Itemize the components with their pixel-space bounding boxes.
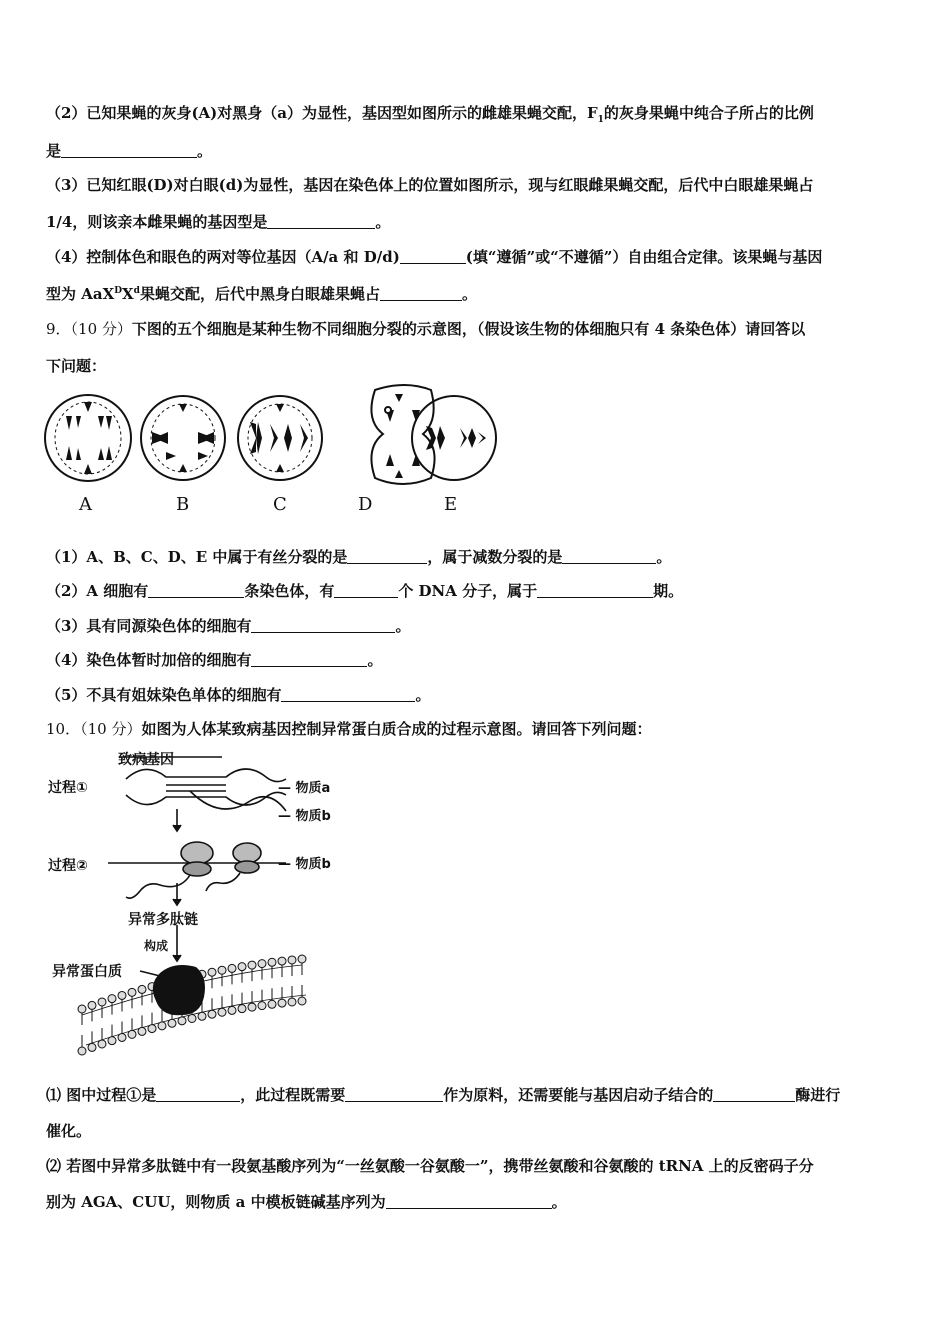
phospholipid-head <box>238 1005 246 1013</box>
abnormal-protein-blob <box>153 965 205 1015</box>
phospholipid-head <box>178 1017 186 1025</box>
phospholipid-head <box>78 1005 86 1013</box>
phospholipid-head <box>258 960 266 968</box>
phospholipid-head <box>98 998 106 1006</box>
q8-part2-line1: （2）已知果蝇的灰身(A)对黑身（a）为显性，基因型如图所示的雌雄果蝇交配，$F_1$的灰身果蝇中纯合子所占的比例 <box>46 104 814 125</box>
label-peptide: 异常多肽链 <box>128 912 198 928</box>
answer-blank[interactable] <box>386 1194 552 1209</box>
phospholipid-head <box>188 1015 196 1023</box>
phospholipid-head <box>168 1019 176 1027</box>
q10-sub2-line1: ⑵ 若图中异常多肽链中有一段氨基酸序列为“一丝氨酸一谷氨酸一”，携带丝氨酸和谷氨酸的 tRNA 上的反密码子分 <box>46 1157 814 1175</box>
answer-blank[interactable] <box>562 549 656 564</box>
q10-sub2-line2: 别为 AGA、CUU，则物质 a 中模板链碱基序列为 。 <box>46 1193 567 1211</box>
phospholipid-head <box>108 995 116 1003</box>
cell-e-diagram <box>412 396 496 480</box>
q9-sub5: （5）不具有姐妹染色单体的细胞有 。 <box>46 686 431 704</box>
phospholipid-head <box>128 988 136 996</box>
phospholipid-head <box>108 1037 116 1045</box>
label-process1: 过程① <box>48 780 88 796</box>
label-gene: 致病基因 <box>118 752 174 768</box>
label-compose: 构成 <box>144 939 169 953</box>
label-substance-b2: — 物质b <box>278 857 331 872</box>
q9-sub2: （2）A 细胞有 条染色体，有 个 DNA 分子，属于 期。 <box>46 582 684 600</box>
phospholipid-head <box>88 1043 96 1051</box>
phospholipid-head <box>148 1025 156 1033</box>
phospholipid-head <box>228 964 236 972</box>
phospholipid-head <box>288 956 296 964</box>
answer-blank[interactable] <box>148 583 244 598</box>
phospholipid-head <box>278 957 286 965</box>
label-process2: 过程② <box>48 858 88 874</box>
phospholipid-head <box>78 1047 86 1055</box>
phospholipid-head <box>118 991 126 999</box>
answer-blank[interactable] <box>347 549 427 564</box>
q8-part3-line1: （3）已知红眼(D)对白眼(d)为显性，基因在染色体上的位置如图所示，现与红眼雌果蝇交配，后代中白眼雄果蝇占 <box>46 176 814 194</box>
answer-blank[interactable] <box>61 143 197 158</box>
phospholipid-head <box>88 1001 96 1009</box>
q9-sub3: （3）具有同源染色体的细胞有 。 <box>46 617 411 635</box>
gene-expression-figure <box>40 745 360 1065</box>
phospholipid-head <box>198 1012 206 1020</box>
q8-part4-line2: 型为 $AaX^DX^d$果蝇交配，后代中黑身白眼雄果蝇占 。 <box>46 285 477 303</box>
answer-blank[interactable] <box>334 583 398 598</box>
answer-blank[interactable] <box>537 583 653 598</box>
answer-blank[interactable] <box>713 1087 795 1102</box>
answer-blank[interactable] <box>251 618 395 633</box>
answer-blank[interactable] <box>345 1087 443 1102</box>
phospholipid-head <box>138 1027 146 1035</box>
q9-stem-line1: 9．（10 分）下图的五个细胞是某种生物不同细胞分裂的示意图，（假设该生物的体细胞只有 4 条染色体）请回答以 <box>46 320 806 338</box>
answer-blank[interactable] <box>400 249 466 264</box>
cell-b-diagram <box>141 396 225 480</box>
phospholipid-head <box>218 966 226 974</box>
cell-label-b: B <box>176 494 190 515</box>
phospholipid-head <box>238 963 246 971</box>
phospholipid-head <box>98 1040 106 1048</box>
phospholipid-head <box>298 997 306 1005</box>
phospholipid-head <box>258 1002 266 1010</box>
phospholipid-head <box>248 1003 256 1011</box>
label-substance-a: — 物质a <box>278 781 331 796</box>
q10-sub1-line2: 催化。 <box>46 1122 92 1140</box>
phospholipid-head <box>268 1000 276 1008</box>
phospholipid-head <box>298 955 306 963</box>
cell-c-diagram <box>238 396 322 480</box>
phospholipid-head <box>248 961 256 969</box>
cell-label-e: E <box>444 494 458 515</box>
q8-part4-line1: （4）控制体色和眼色的两对等位基因（A/a 和 D/d) (填“遵循”或“不遵循”）自由组合定律。该果蝇与基因 <box>46 248 823 266</box>
phospholipid-head <box>138 985 146 993</box>
phospholipid-head <box>208 968 216 976</box>
label-protein: 异常蛋白质 <box>52 964 122 980</box>
cell-label-c: C <box>273 494 287 515</box>
answer-blank[interactable] <box>267 214 375 229</box>
cell-label-d: D <box>358 494 373 515</box>
q10-sub1-line1: ⑴ 图中过程①是 ，此过程既需要 作为原料，还需要能与基因启动子结合的 酶进行 <box>46 1086 841 1104</box>
phospholipid-head <box>118 1033 126 1041</box>
phospholipid-head <box>268 958 276 966</box>
phospholipid-head <box>158 1022 166 1030</box>
q9-sub1: （1）A、B、C、D、E 中属于有丝分裂的是 ，属于减数分裂的是 。 <box>46 548 672 566</box>
q9-stem-line2: 下问题： <box>46 357 107 375</box>
cell-division-figure <box>40 382 510 488</box>
answer-blank[interactable] <box>281 687 415 702</box>
cell-label-a: A <box>79 494 92 515</box>
q8-part3-line2: 1/4，则该亲本雌果蝇的基因型是 。 <box>46 213 391 231</box>
answer-blank[interactable] <box>156 1087 240 1102</box>
q9-sub4: （4）染色体暂时加倍的细胞有 。 <box>46 651 383 669</box>
phospholipid-head <box>288 998 296 1006</box>
phospholipid-head <box>208 1010 216 1018</box>
phospholipid-head <box>218 1008 226 1016</box>
phospholipid-head <box>128 1030 136 1038</box>
cell-a-diagram <box>45 395 131 481</box>
answer-blank[interactable] <box>251 652 367 667</box>
phospholipid-head <box>228 1006 236 1014</box>
answer-blank[interactable] <box>380 286 462 301</box>
phospholipid-head <box>278 999 286 1007</box>
q10-stem: 10．（10 分）如图为人体某致病基因控制异常蛋白质合成的过程示意图。请回答下列问题： <box>46 720 652 738</box>
label-substance-b1: — 物质b <box>278 809 331 824</box>
q8-part2-line2: 是 。 <box>46 142 213 160</box>
